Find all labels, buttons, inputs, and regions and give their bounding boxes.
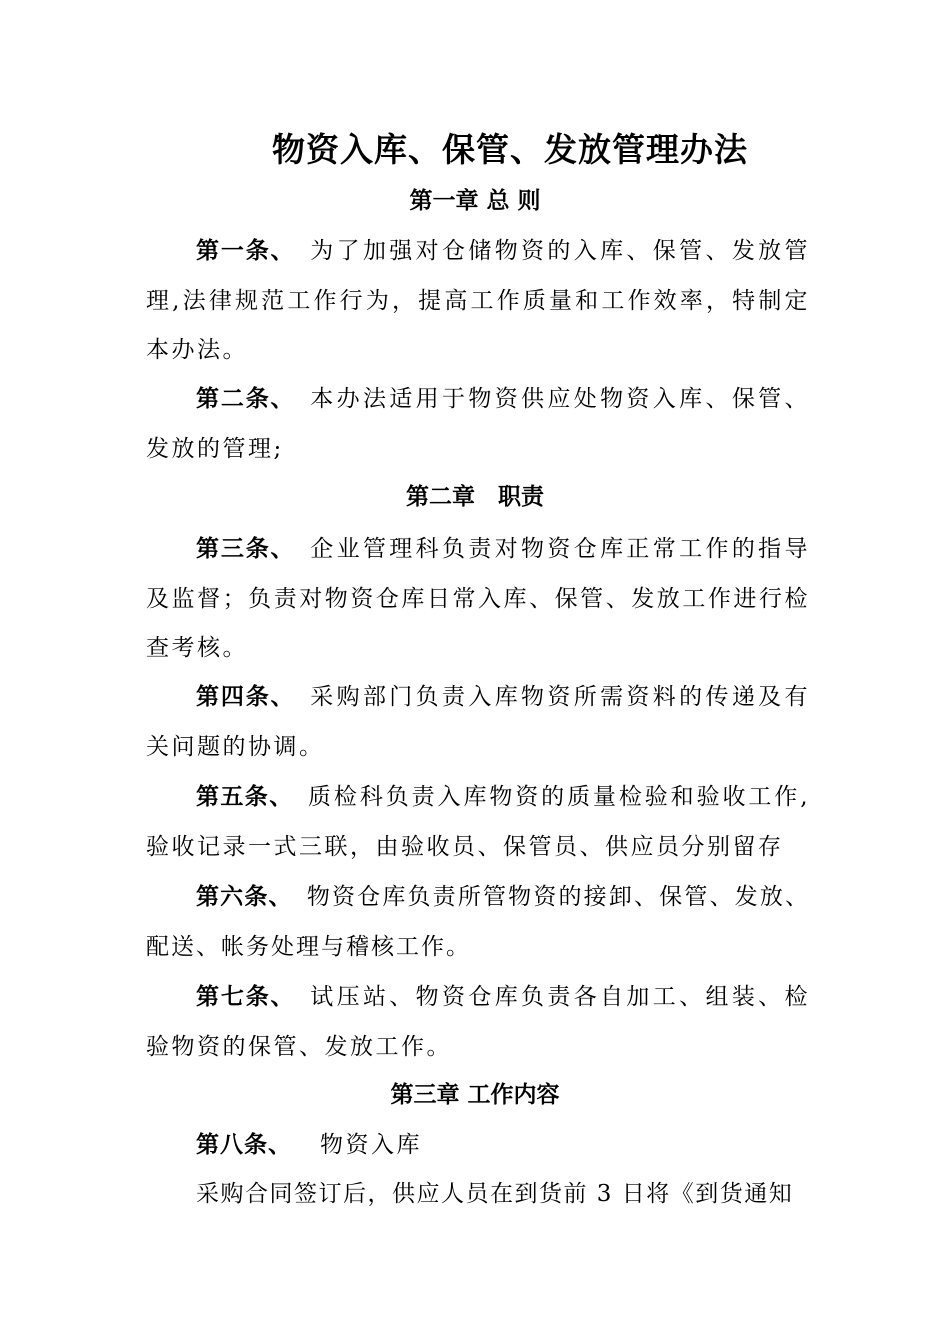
article-4 (146, 672, 810, 772)
chapter-heading-2: 第二章 职责 (406, 483, 544, 510)
document-title: 物资入库、保管、发放管理办法 (272, 130, 748, 169)
article-text: 企业管理科负责对物资仓库正常工作的指导及监督；负责对物资仓库日常入库、保管、发放工作进行检查考核。 (146, 536, 811, 662)
article-label: 第三条、 (196, 535, 296, 562)
article-label: 第七条、 (196, 983, 296, 1010)
article-5 (146, 772, 810, 872)
article-text: 物资仓库负责所管物资的接卸、保管、发放、配送、帐务处理与稽核工作。 (146, 884, 811, 960)
article-text: 本办法适用于物资供应处物资入库、保管、发放的管理; (146, 386, 811, 462)
article-label: 第一条、 (196, 237, 296, 264)
article-8 (146, 1120, 810, 1171)
article-label: 第五条、 (196, 783, 294, 810)
article-text: 物资入库 (320, 1132, 422, 1158)
article-7 (146, 972, 810, 1072)
article-label: 第四条、 (196, 683, 296, 710)
article-label: 第八条、 (196, 1131, 292, 1158)
chapter-heading-1: 第一章 总 则 (409, 187, 541, 214)
article-text: 为了加强对仓储物资的入库、保管、发放管理,法律规范工作行为，提高工作质量和工作效率，特制定本办法。 (146, 238, 811, 364)
chapter-heading-3: 第三章 工作内容 (390, 1081, 560, 1108)
article-2 (146, 374, 810, 474)
body-paragraph: 采购合同签订后，供应人员在到货前 3 日将《到货通知 (196, 1181, 794, 1207)
article-label: 第二条、 (196, 385, 296, 412)
article-text: 采购部门负责入库物资所需资料的传递及有关问题的协调。 (146, 684, 811, 760)
article-1 (146, 226, 810, 376)
article-text: 质检科负责入库物资的质量检验和验收工作,验收记录一式三联，由验收员、保管员、供应员分别留存 (146, 784, 811, 860)
article-3 (146, 524, 810, 674)
article-text: 试压站、物资仓库负责各自加工、组装、检验物资的保管、发放工作。 (146, 984, 811, 1060)
article-6 (146, 872, 810, 972)
article-label: 第六条、 (196, 883, 293, 910)
